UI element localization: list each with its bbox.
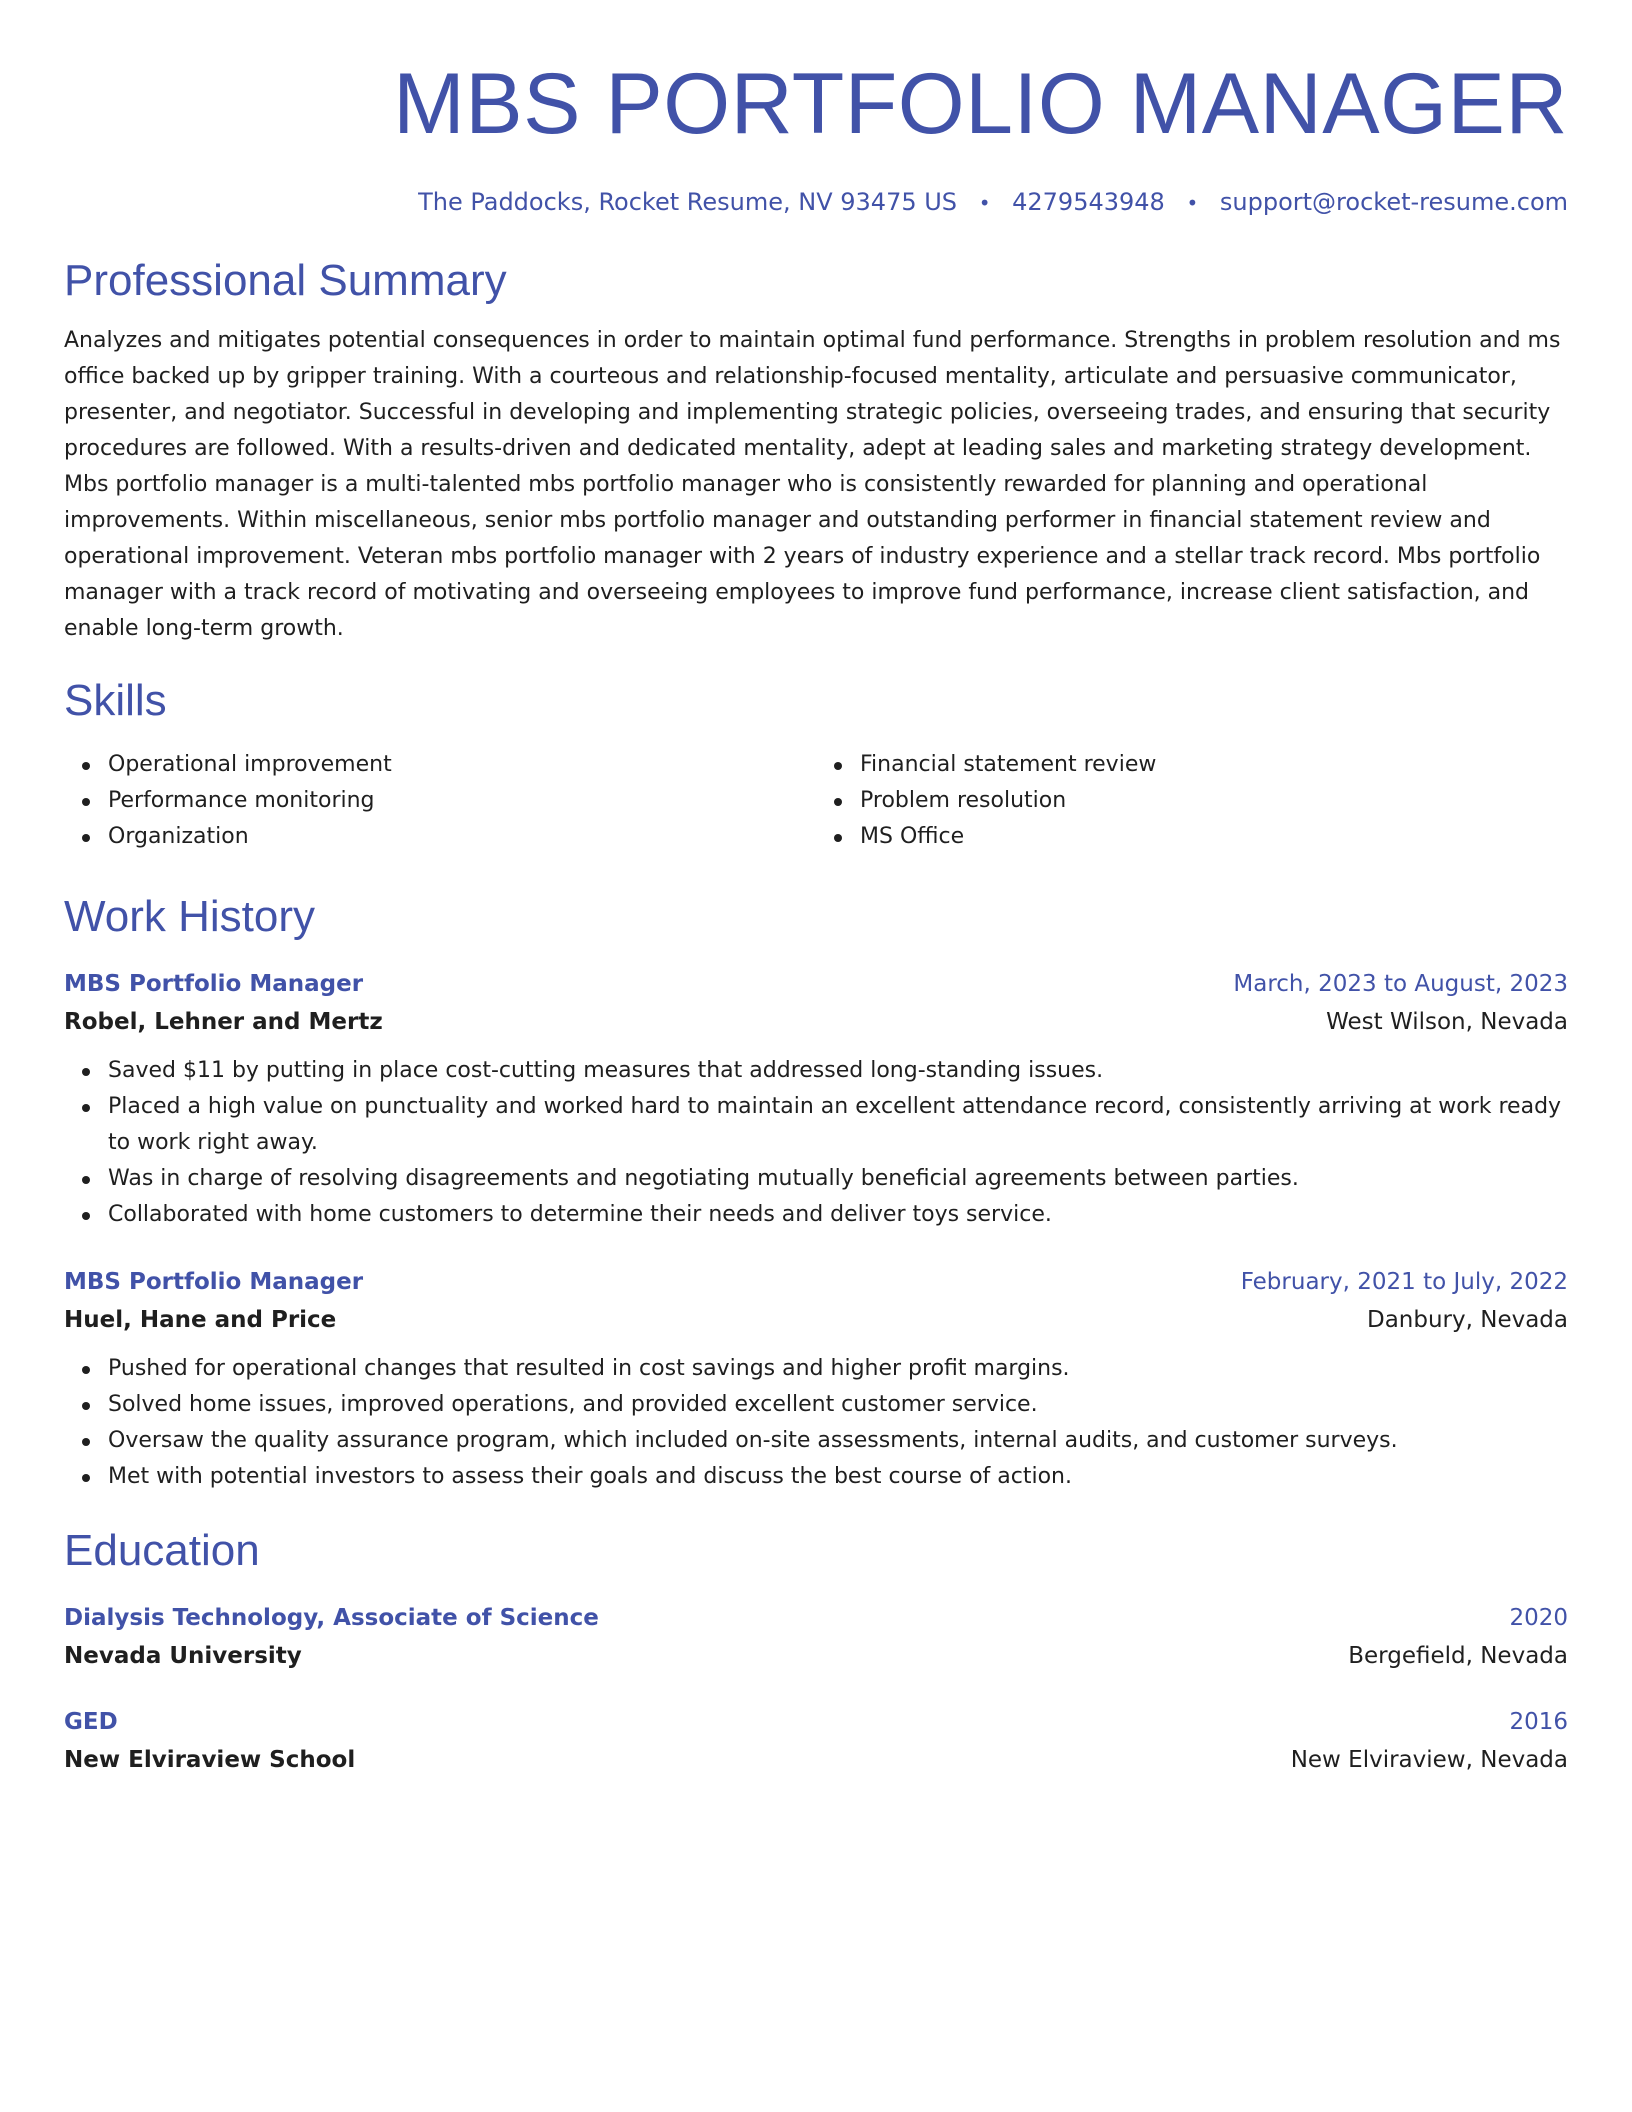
section-title-work: Work History bbox=[64, 892, 315, 941]
job-dates: February, 2021 to July, 2022 bbox=[1240, 1269, 1568, 1295]
job-title: MBS Portfolio Manager bbox=[64, 971, 364, 997]
education-header-row bbox=[64, 1705, 1568, 1739]
education-header-row bbox=[64, 1601, 1568, 1635]
skills-list-right bbox=[816, 747, 1568, 855]
education-year: 2020 bbox=[1509, 1605, 1568, 1631]
education-school: Nevada University bbox=[64, 1643, 302, 1669]
education-school-row bbox=[64, 1639, 1568, 1673]
job-bullet: Placed a high value on punctuality and worked hard to maintain an excellent attendance record, consistently arriving at work ready to work right away. bbox=[108, 1089, 1568, 1161]
job-entry bbox=[64, 1265, 1568, 1495]
work-history-section bbox=[64, 891, 1568, 1495]
job-header-row bbox=[64, 967, 1568, 1001]
job-bullets bbox=[64, 1351, 1568, 1495]
skills-grid bbox=[64, 747, 1568, 855]
contact-separator: • bbox=[978, 191, 991, 215]
job-dates: March, 2023 to August, 2023 bbox=[1233, 971, 1568, 997]
job-header-row bbox=[64, 1265, 1568, 1299]
education-entry bbox=[64, 1601, 1568, 1673]
job-location: West Wilson, Nevada bbox=[1326, 1009, 1568, 1035]
job-bullet: Met with potential investors to assess their goals and discuss the best course of action. bbox=[108, 1459, 1568, 1495]
education-location: New Elviraview, Nevada bbox=[1290, 1747, 1568, 1773]
contact-phone: 4279543948 bbox=[1012, 188, 1165, 216]
job-entry bbox=[64, 967, 1568, 1233]
job-bullet: Oversaw the quality assurance program, which included on-site assessments, internal audits, and customer surveys. bbox=[108, 1423, 1568, 1459]
contact-separator: • bbox=[1186, 191, 1199, 215]
contact-email: support@rocket-resume.com bbox=[1219, 188, 1568, 216]
job-company: Robel, Lehner and Mertz bbox=[64, 1009, 383, 1035]
contact-line bbox=[64, 186, 1568, 219]
job-company-row bbox=[64, 1303, 1568, 1337]
education-school-row bbox=[64, 1743, 1568, 1777]
section-title-skills: Skills bbox=[64, 676, 167, 725]
job-bullet: Pushed for operational changes that resulted in cost savings and higher profit margins. bbox=[108, 1351, 1568, 1387]
education-location: Bergefield, Nevada bbox=[1348, 1643, 1568, 1669]
education-section bbox=[64, 1525, 1568, 1777]
section-title-education: Education bbox=[64, 1526, 260, 1575]
education-degree: GED bbox=[64, 1709, 118, 1735]
education-degree: Dialysis Technology, Associate of Science bbox=[64, 1605, 599, 1631]
skills-list-left bbox=[64, 747, 816, 855]
section-title-summary: Professional Summary bbox=[64, 256, 507, 305]
contact-address: The Paddocks, Rocket Resume, NV 93475 US bbox=[418, 188, 958, 216]
job-bullet: Solved home issues, improved operations, and provided excellent customer service. bbox=[108, 1387, 1568, 1423]
job-bullets bbox=[64, 1053, 1568, 1233]
job-bullet: Saved $11 by putting in place cost-cutting measures that addressed long-standing issues. bbox=[108, 1053, 1568, 1089]
job-company: Huel, Hane and Price bbox=[64, 1307, 337, 1333]
summary-text: Analyzes and mitigates potential consequences in order to maintain optimal fund performance. Strengths in problem resolution and ms office backed up by gripper training. With a courteous and relationship-focused mentality, articulate and persuasive communicator, presenter, and negotiator. Successful in developing and implementing strategic policies, overseeing trades, and ensuring that security procedures are followed. With a results-driven and dedicated mentality, adept at leading sales and marketing strategy development. Mbs portfolio manager is a multi-talented mbs portfolio manager who is consistently rewarded for planning and operational improvements. Within miscellaneous, senior mbs portfolio manager and outstanding performer in financial statement review and operational improvement. Veteran mbs portfolio manager with 2 years of industry experience and a stellar track record. Mbs portfolio manager with a track record of motivating and overseeing employees to improve fund performance, increase client satisfaction, and enable long-term growth. bbox=[64, 328, 1561, 641]
skill-item: Operational improvement bbox=[108, 747, 816, 783]
skills-section bbox=[64, 675, 1568, 855]
skill-item: MS Office bbox=[860, 819, 1568, 855]
job-title: MBS Portfolio Manager bbox=[64, 1269, 364, 1295]
resume-header bbox=[64, 0, 1568, 219]
professional-summary-section bbox=[64, 255, 1568, 647]
job-bullet: Was in charge of resolving disagreements and negotiating mutually beneficial agreements between parties. bbox=[108, 1161, 1568, 1197]
education-entry bbox=[64, 1705, 1568, 1777]
skill-item: Performance monitoring bbox=[108, 783, 816, 819]
education-school: New Elviraview School bbox=[64, 1747, 356, 1773]
skill-item: Organization bbox=[108, 819, 816, 855]
education-year: 2016 bbox=[1509, 1709, 1568, 1735]
skill-item: Financial statement review bbox=[860, 747, 1568, 783]
job-location: Danbury, Nevada bbox=[1366, 1307, 1568, 1333]
skill-item: Problem resolution bbox=[860, 783, 1568, 819]
job-bullet: Collaborated with home customers to determine their needs and deliver toys service. bbox=[108, 1197, 1568, 1233]
job-company-row bbox=[64, 1005, 1568, 1039]
candidate-name: MBS PORTFOLIO MANAGER bbox=[393, 56, 1568, 152]
